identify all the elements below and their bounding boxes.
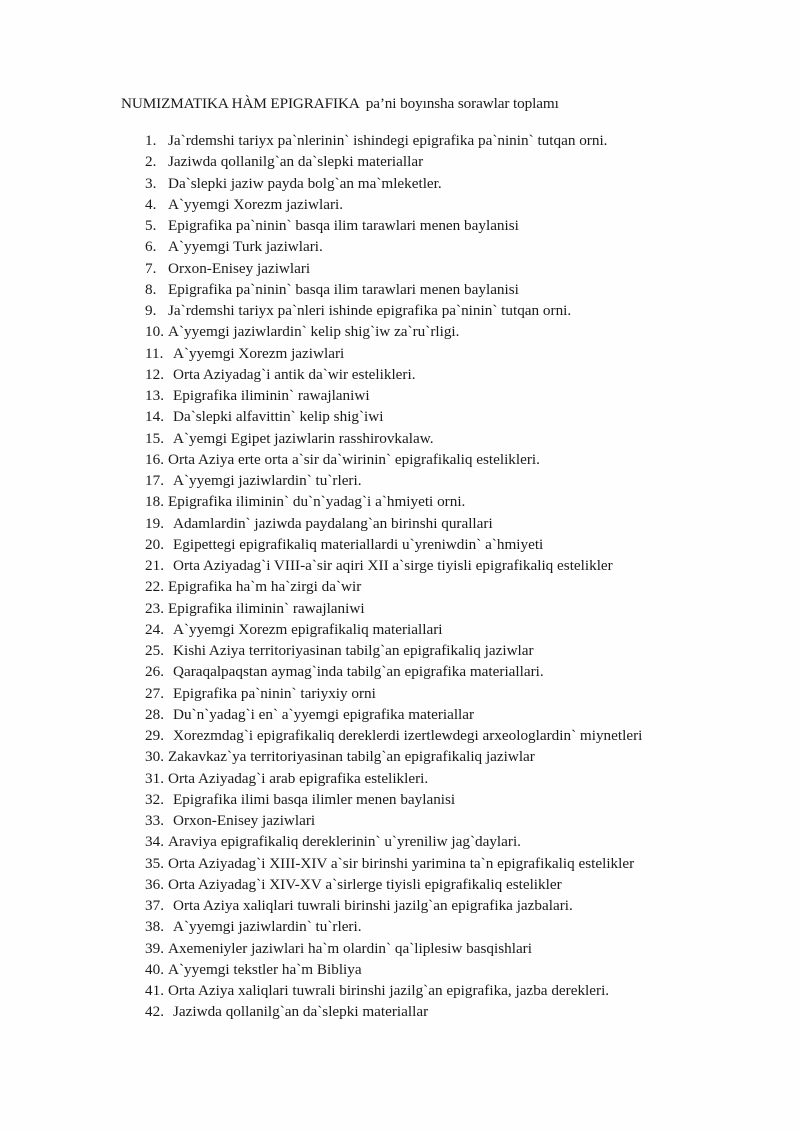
question-number: 7. xyxy=(145,259,157,277)
question-text: Orta Aziyadag`i XIII-XIV a`sir birinshi yarimina ta`n epigrafikaliq estelikler xyxy=(168,854,635,872)
question-text: Orta Aziya erte orta a`sir da`wirinin` epigrafikaliq estelikleri. xyxy=(168,450,540,468)
question-text: A`yyemgi jaziwlardin` tu`rleri. xyxy=(173,472,362,489)
question-text: Orta Aziyadag`i antik da`wir estelikleri. xyxy=(173,365,416,383)
question-text: Da`slepki jaziw payda bolg`an ma`mleketler. xyxy=(168,174,442,192)
question-number: 33. xyxy=(145,812,164,829)
question-number: 8. xyxy=(145,280,157,298)
question-number: 14. xyxy=(145,408,164,426)
question-text: Xorezmdag`i epigrafikaliq dereklerdi izertlewdegi arxeologlardin` miynetleri xyxy=(173,727,643,744)
question-number: 38. xyxy=(145,918,164,936)
question-text: Orta Aziya xaliqlari tuwrali birinshi jazilg`an epigrafika jazbalari. xyxy=(173,897,573,914)
question-number: 20. xyxy=(145,535,164,553)
question-number: 2. xyxy=(145,153,157,171)
question-text: Orxon-Enisey jaziwlari xyxy=(173,812,316,829)
question-text: Epigrafika iliminin` rawajlaniwi xyxy=(173,387,370,404)
question-number: 29. xyxy=(145,727,164,744)
question-number: 11. xyxy=(145,344,164,362)
question-text: Epigrafika pa`ninin` tariyxiy orni xyxy=(173,684,376,702)
question-number: 18. xyxy=(145,493,164,511)
question-text: Orta Aziya xaliqlari tuwrali birinshi jazilg`an epigrafika, jazba derekleri. xyxy=(168,982,610,999)
question-number: 21. xyxy=(145,557,164,574)
question-text: Ja`rdemshi tariyx pa`nleri ishinde epigrafika pa`ninin` tutqan orni. xyxy=(168,302,572,319)
question-text: Ja`rdemshi tariyx pa`nlerinin` ishindegi epigrafika pa`ninin` tutqan orni. xyxy=(168,132,608,149)
question-text: Orxon-Enisey jaziwlari xyxy=(168,259,311,277)
question-text: Qaraqalpaqstan aymag`inda tabilg`an epigrafika materiallari. xyxy=(173,663,544,681)
question-number: 4. xyxy=(145,195,157,213)
question-number: 28. xyxy=(145,705,164,723)
question-number: 19. xyxy=(145,514,164,532)
question-text: Orta Aziyadag`i arab epigrafika estelikleri. xyxy=(168,769,429,787)
question-number: 40. xyxy=(145,960,164,978)
question-text: A`yyemgi jaziwlardin` tu`rleri. xyxy=(173,918,362,936)
question-text: Epigrafika iliminin` rawajlaniwi xyxy=(168,599,365,617)
question-number: 42. xyxy=(145,1003,164,1021)
question-text: Jaziwda qollanilg`an da`slepki materiallar xyxy=(173,1003,429,1021)
question-text: Epigrafika ha`m ha`zirgi da`wir xyxy=(168,578,362,596)
question-number: 15. xyxy=(145,429,164,447)
title-subtitle: pa’ni boyınsha sorawlar toplamı xyxy=(365,95,559,112)
question-text: Orta Aziyadag`i XIV-XV a`sirlerge tiyisli epigrafikaliq estelikler xyxy=(168,875,562,893)
question-text: A`yemgi Egipet jaziwlarin rasshirovkalaw. xyxy=(173,429,434,447)
question-number: 5. xyxy=(145,217,157,234)
question-number: 34. xyxy=(145,833,164,851)
question-text: A`yyemgi Xorezm jaziwlari xyxy=(173,344,345,362)
question-number: 30. xyxy=(145,748,164,766)
question-number: 1. xyxy=(145,132,157,149)
question-text: Epigrafika pa`ninin` basqa ilim tarawlari menen baylanisi xyxy=(168,280,519,298)
question-number: 31. xyxy=(145,769,164,787)
question-number: 12. xyxy=(145,365,164,383)
question-text: A`yyemgi Turk jaziwlari. xyxy=(168,238,323,256)
question-text: Kishi Aziya territoriyasinan tabilg`an epigrafikaliq jaziwlar xyxy=(173,642,534,659)
question-number: 25. xyxy=(145,642,164,659)
question-text: Egipettegi epigrafikaliq materiallardi u`yreniwdin` a`hmiyeti xyxy=(173,535,544,553)
question-text: Epigrafika iliminin` du`n`yadag`i a`hmiyeti orni. xyxy=(168,493,466,511)
question-number: 9. xyxy=(145,302,157,319)
question-number: 3. xyxy=(145,174,157,192)
question-number: 13. xyxy=(145,387,164,404)
question-text: Axemeniyler jaziwlari ha`m olardin` qa`liplesiw basqishlari xyxy=(168,939,532,957)
question-number: 17. xyxy=(145,472,164,489)
question-number: 26. xyxy=(145,663,164,681)
question-text: Araviya epigrafikaliq dereklerinin` u`yreniliw jag`daylari. xyxy=(168,833,521,851)
question-number: 24. xyxy=(145,620,164,638)
question-number: 22. xyxy=(145,578,164,596)
question-number: 6. xyxy=(145,238,157,256)
question-text: A`yyemgi Xorezm jaziwlari. xyxy=(168,195,344,213)
question-number: 35. xyxy=(145,854,164,872)
question-text: Adamlardin` jaziwda paydalang`an birinshi qurallari xyxy=(173,514,493,532)
question-text: Jaziwda qollanilg`an da`slepki materiallar xyxy=(168,153,424,171)
question-text: A`yyemgi jaziwlardin` kelip shig`iw za`ru`rligi. xyxy=(168,323,460,341)
question-number: 37. xyxy=(145,897,164,914)
question-text: Epigrafika pa`ninin` basqa ilim tarawlari menen baylanisi xyxy=(168,217,519,234)
question-number: 10. xyxy=(145,323,164,341)
question-number: 41. xyxy=(145,982,164,999)
question-text: Da`slepki alfavittin` kelip shig`iwi xyxy=(173,408,384,426)
question-number: 36. xyxy=(145,875,164,893)
question-text: Zakavkaz`ya territoriyasinan tabilg`an epigrafikaliq jaziwlar xyxy=(168,748,535,766)
question-text: Du`n`yadag`i en` a`yyemgi epigrafika materiallar xyxy=(173,705,475,723)
question-number: 16. xyxy=(145,450,164,468)
question-number: 27. xyxy=(145,684,164,702)
question-number: 23. xyxy=(145,599,164,617)
question-number: 39. xyxy=(145,939,164,957)
question-text: Epigrafika ilimi basqa ilimler menen baylanisi xyxy=(173,790,456,808)
question-text: Orta Aziyadag`i VIII-a`sir aqiri XII a`sirge tiyisli epigrafikaliq estelikler xyxy=(173,557,613,574)
title-main: NUMIZMATIKA HÀM EPIGRAFIKA xyxy=(121,95,360,112)
question-text: A`yyemgi Xorezm epigrafikaliq materiallari xyxy=(173,620,443,638)
question-number: 32. xyxy=(145,790,164,808)
question-text: A`yyemgi tekstler ha`m Bibliya xyxy=(168,960,362,978)
document-title xyxy=(121,94,559,114)
